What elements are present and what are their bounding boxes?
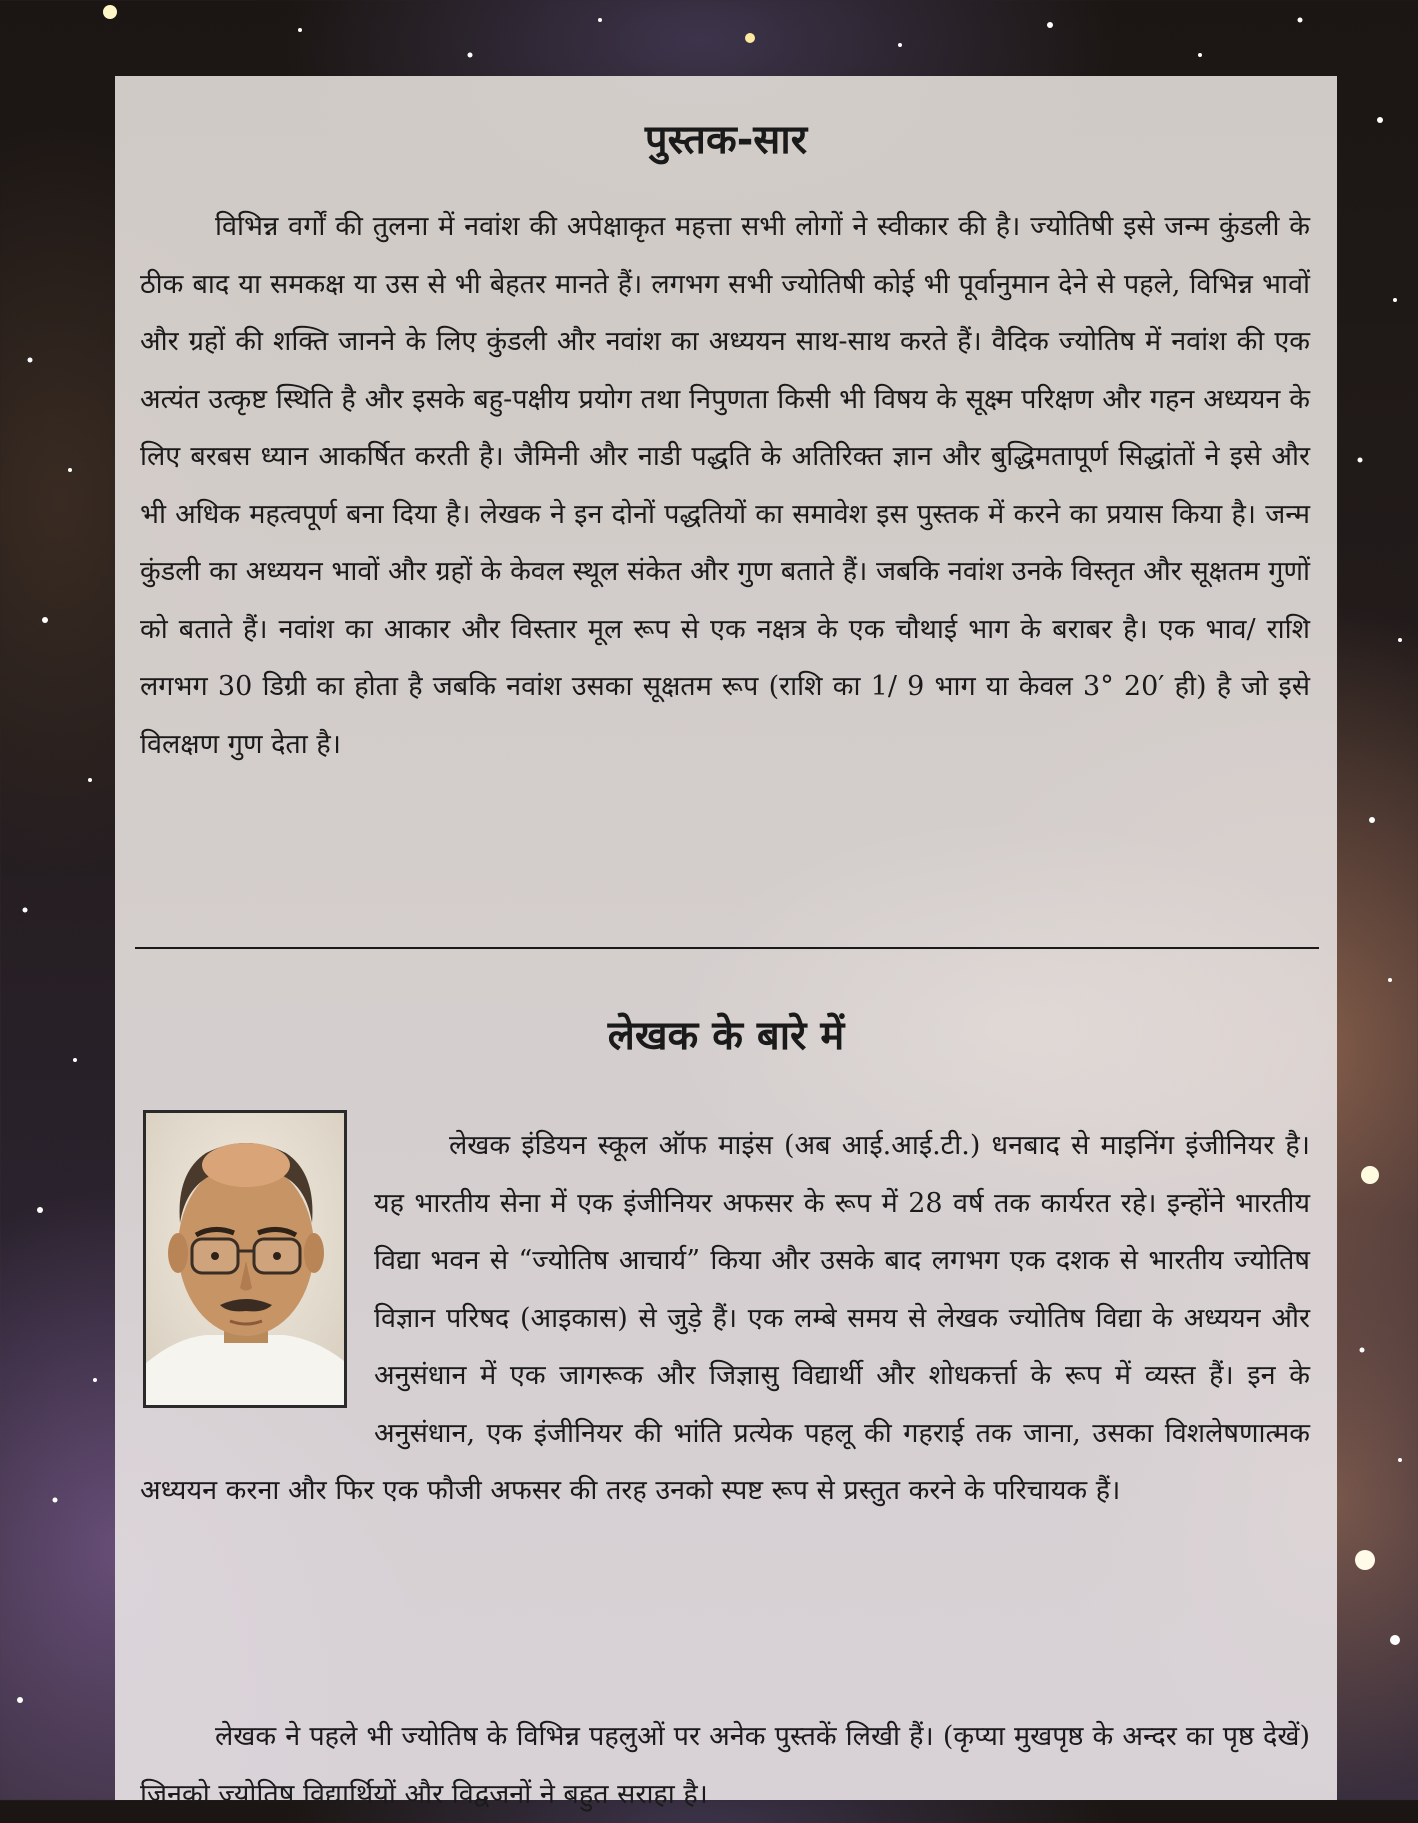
section-divider — [135, 947, 1319, 949]
author-bio-text: लेखक इंडियन स्कूल ऑफ माइंस (अब आई.आई.टी.) धनबाद से माइनिंग इंजीनियर है। यह भारतीय सेना में एक इंजीनियर अफसर के रूप में 28 वर्ष तक कार्यरत रहे। इन्होंने भारतीय विद्या भवन से “ज्योतिष आचार्य” किया और उसके बाद लगभग एक दशक से भारतीय ज्योतिष विज्ञान परिषद (आइकास) से जुड़े हैं। एक लम्बे समय से लेखक ज्योतिष विद्या के अध्ययन और अनुसंधान में एक जागरूक और जिज्ञासु विद्यार्थी और शोधकर्त्ता के रूप में व्यस्त हैं। इन के अनुसंधान, एक इंजीनियर की भांति प्रत्येक पहलू की गहराई तक जाना, उसका विशलेषणात्मक अध्ययन करना और फिर एक फौजी अफसर की तरह उनको स्पष्ट रूप से प्रस्तुत करने के परिचायक हैं। — [140, 1130, 1310, 1506]
author-books-paragraph: लेखक ने पहले भी ज्योतिष के विभिन्न पहलुओं पर अनेक पुस्तकें लिखी हैं। (कृप्या मुखपृष्ठ के अन्दर का पृष्ठ देखें) जिनको ज्योतिष विद्यार्थियों और विद्वजनों ने बहुत सराहा है। — [140, 1721, 1310, 1810]
summary-paragraph: विभिन्न वर्गों की तुलना में नवांश की अपेक्षाकृत महत्ता सभी लोगों ने स्वीकार की है। ज्योतिषी इसे जन्म कुंडली के ठीक बाद या समकक्ष या उस से भी बेहतर मानते हैं। लगभग सभी ज्योतिषी कोई भी पूर्वानुमान देने से पहले, विभिन्न भावों और ग्रहों की शक्ति जानने के लिए कुंडली और नवांश का अध्ययन साथ-साथ करते हैं। वैदिक ज्योतिष में नवांश की एक अत्यंत उत्कृष्ट स्थिति है और इसके बहु-पक्षीय प्रयोग तथा निपुणता किसी भी विषय के सूक्ष्म परिक्षण और गहन अध्ययन के लिए बरबस ध्यान आकर्षित करती है। जैमिनी और नाडी पद्धति के अतिरिक्त ज्ञान और बुद्धिमतापूर्ण सिद्धांतों ने इसे और भी अधिक महत्वपूर्ण बना दिया है। लेखक ने इन दोनों पद्धतियों का समावेश इस पुस्तक में करने का प्रयास किया है। जन्म कुंडली का अध्ययन भावों और ग्रहों के केवल स्थूल संकेत और गुण बताते हैं। जबकि नवांश उनके विस्तृत और सूक्षतम गुणों को बताते हैं। नवांश का आकार और विस्तार मूल रूप से एक नक्षत्र के एक चौथाई भाग के बराबर है। एक भाव/ राशि लगभग 30 डिग्री का होता है जबकि नवांश उसका सूक्षतम रूप (राशि का 1/ 9 भाग या केवल 3° 20′ ही) है जो इसे विलक्षण गुण देता है। — [140, 211, 1310, 760]
author-bio-paragraph — [140, 1117, 1310, 1520]
author-heading: लेखक के बारे में — [607, 1013, 845, 1059]
summary-heading: पुस्तक-सार — [644, 117, 808, 163]
photo-wrap-spacer — [140, 1117, 374, 1462]
content-panel — [115, 76, 1337, 1810]
